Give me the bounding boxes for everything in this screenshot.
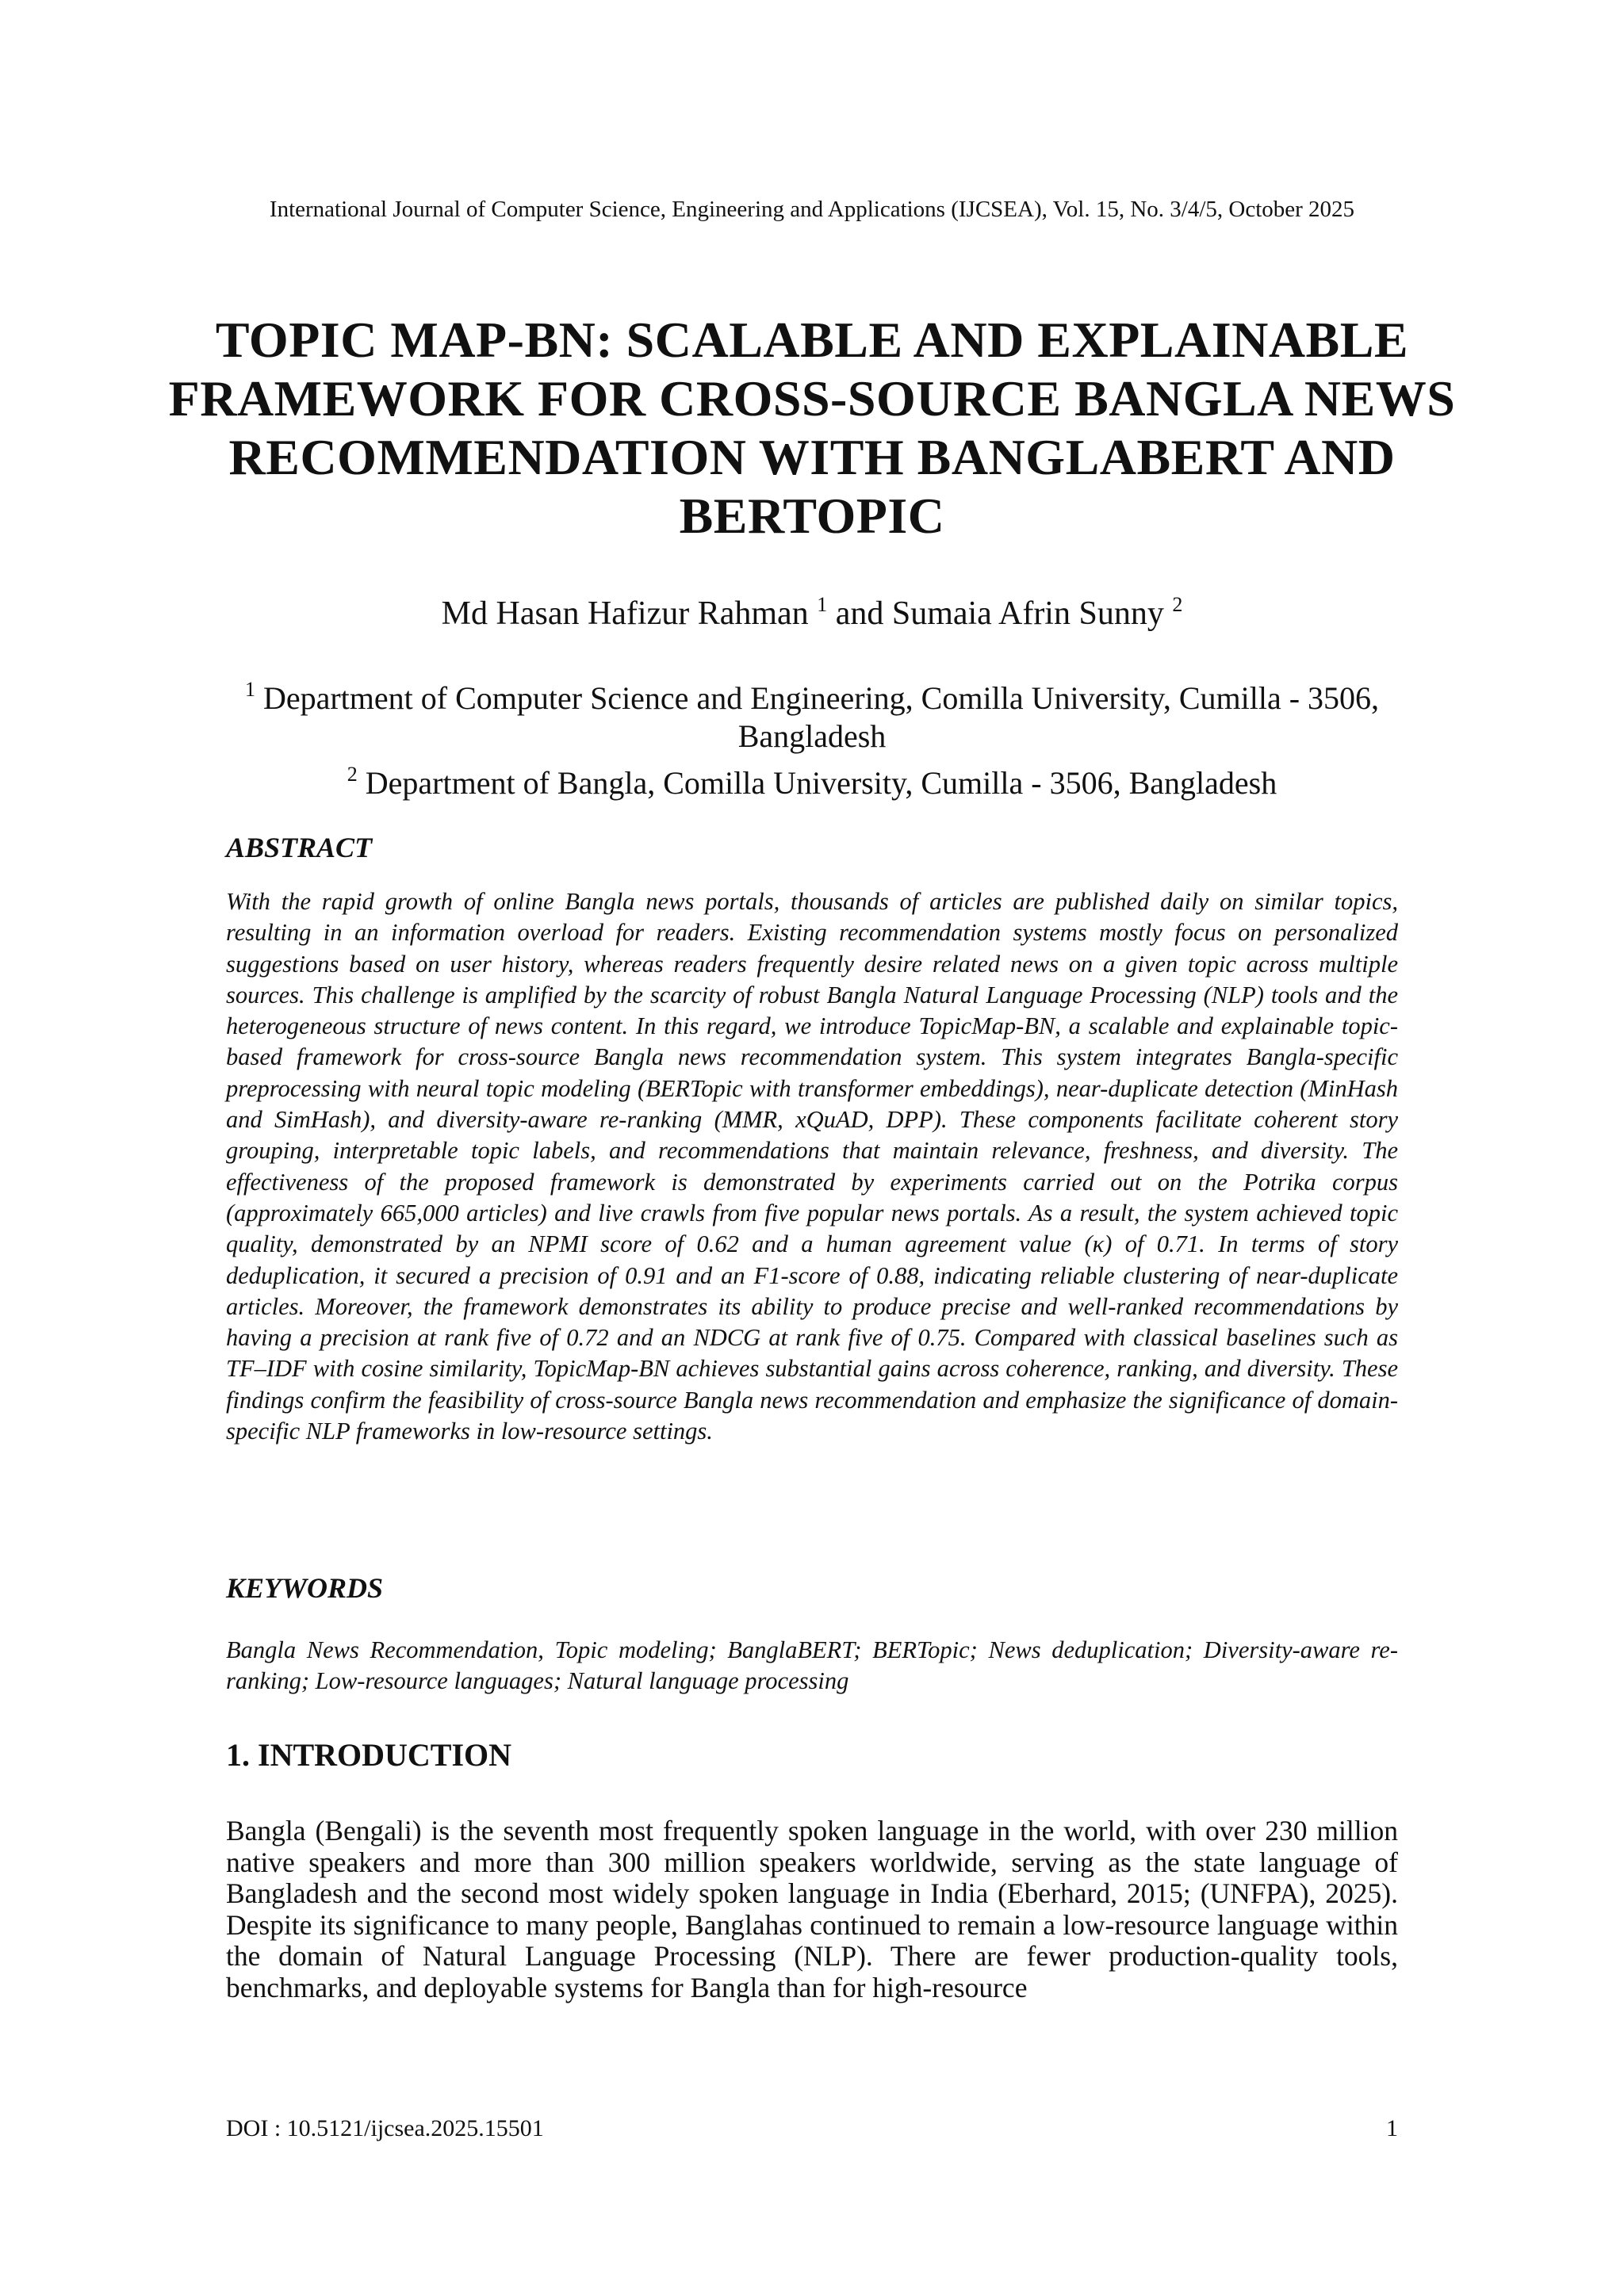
introduction-text: Bangla (Bengali) is the seventh most frequently spoken language in the world, with over 230 million native speakers and more than 300 million speakers worldwide, serving as the state language of Bangladesh and the second most widely spoken language in India (Eberhard, 2015; (UNFPA), 2025). Despite its significance to many people, Banglahas continued to remain a low-resource language within the domain of Natural Language Processing (NLP). There are fewer production-quality tools, benchmarks, and deployable systems for Bangla than for high-resource [226,1815,1398,2003]
author-2-affiliation-mark: 2 [1172,593,1183,616]
title-line-1: TOPIC MAP-BN: SCALABLE AND EXPLAINABLE [215,312,1409,368]
doi-footer: DOI : 10.5121/ijcsea.2025.15501 [226,2115,544,2141]
title-line-3: RECOMMENDATION WITH BANGLABERT AND [228,429,1396,485]
affiliation-1-mark: 1 [244,678,255,701]
affiliation-1 [182,671,1442,756]
abstract-heading: ABSTRACT [226,832,373,863]
author-connector: and [835,595,884,632]
affiliation-2-mark: 2 [347,763,358,786]
author-1-affiliation-mark: 1 [817,593,828,616]
paper-title [143,311,1481,545]
keywords-text: Bangla News Recommendation, Topic modeling; BanglaBERT; BERTopic; News deduplication; Diversity-aware re-ranking; Low-resource languages; Natural language processing [226,1636,1398,1695]
journal-header: International Journal of Computer Science, Engineering and Applications (IJCSEA), Vol. 15, No. 3/4/5, October 2025 [269,197,1355,222]
affiliation-2 [182,756,1442,802]
title-line-2: FRAMEWORK FOR CROSS-SOURCE BANGLA NEWS [168,370,1456,427]
author-line [0,593,1624,633]
introduction-heading: 1. INTRODUCTION [226,1737,512,1773]
affiliation-1-text: Department of Computer Science and Engineering, Comilla University, Cumilla - 3506, Bangladesh [262,680,1380,754]
author-1-name: Md Hasan Hafizur Rahman [441,595,809,632]
abstract-text: With the rapid growth of online Bangla news portals, thousands of articles are published daily on similar topics, resulting in an information overload for readers. Existing recommendation systems mostly focus on personalized suggestions based on user history, whereas readers frequently desire related news on a given topic across multiple sources. This challenge is amplified by the scarcity of robust Bangla Natural Language Processing (NLP) tools and the heterogeneous structure of news content. In this regard, we introduce TopicMap-BN, a scalable and explainable topic-based framework for cross-source Bangla news recommendation system. This system integrates Bangla-specific preprocessing with neural topic modeling (BERTopic with transformer embeddings), near-duplicate detection (MinHash and SimHash), and diversity-aware re-ranking (MMR, xQuAD, DPP). These components facilitate coherent story grouping, interpretable topic labels, and recommendations that maintain relevance, freshness, and diversity. The effectiveness of the proposed framework is demonstrated by experiments carried out on the Potrika corpus (approximately 665,000 articles) and live crawls from five popular news portals. As a result, the system achieved topic quality, demonstrated by an NPMI score of 0.62 and a human agreement value (κ) of 0.71. In terms of story deduplication, it secured a precision of 0.91 and an F1-score of 0.88, indicating reliable clustering of near-duplicate articles. Moreover, the framework demonstrates its ability to produce precise and well-ranked recommendations by having a precision at rank five of 0.72 and an NDCG at rank five of 0.75. Compared with classical baselines such as TF–IDF with cosine similarity, TopicMap-BN achieves substantial gains across coherence, ranking, and diversity. These findings confirm the feasibility of cross-source Bangla news recommendation and emphasize the significance of domain-specific NLP frameworks in low-resource settings. [226,888,1398,1445]
affiliation-2-text: Department of Bangla, Comilla University, Cumilla - 3506, Bangladesh [365,765,1277,801]
author-2-name: Sumaia Afrin Sunny [891,595,1164,632]
affiliations [182,671,1442,802]
keywords-heading: KEYWORDS [226,1572,384,1604]
title-line-4: BERTOPIC [679,488,945,544]
page-number: 1 [1386,2115,1398,2141]
